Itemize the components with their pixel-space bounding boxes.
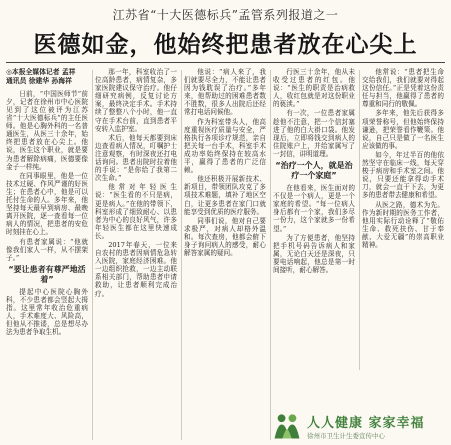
article-paragraph: 他常说：“患者把生命交给我们，我们就要对得起这份信任。”正是凭着这份责任与担当，他赢得了患者的尊重和同行的敬佩。: [362, 68, 444, 109]
article-paragraph: 有一次，一位患者家属趁他不注意，把一个信封塞进了他的白大褂口袋。他发现后，立即将钱交到病人的住院账户上，并给家属写了一封信，讲明道理。: [273, 109, 355, 158]
logo-slogan: 人人健康 家家幸福: [307, 416, 425, 431]
article-paragraph: 那一年，科室收治了一位高龄患者，病情复杂，多家医院建议保守治疗。他仔细研究病例，反复讨论方案，最终决定手术。手术持续了整整八个小时，他一直守在手术台前，直到患者平安转入监护室。: [95, 68, 177, 133]
logo-text: [307, 412, 425, 440]
byline-reporter: ◎本报全媒体记者 孟祥: [6, 68, 76, 76]
article-paragraph: 如今，年过半百的他依然坚守在临床一线，每天穿梭于病房和手术室之间。他说，只要还能拿得动手术刀，就会一直干下去，为更多的患者带去健康和希望。: [362, 150, 444, 200]
headline: 医德如金，他始终把患者放在心尖上: [33, 32, 418, 58]
article-paragraph: 从医之路，德术为先。作为新时期的医务工作者，他用实际行动诠释了“敬佑生命、救死扶伤、甘于奉献、大爱无疆”的崇高职业精神。: [362, 200, 444, 249]
byline: [6, 68, 88, 86]
article-paragraph: 在同事眼里，他是一位技术过硬、作风严谨的好医生；在患者心中，他是可以托付生命的人。多年来，他坚持每天最早到病房、最晚离开医院，逐一查看每一位病人的情况，把患者的安危时刻挂在心上。: [6, 171, 88, 237]
section-subheading: “治疗一个人，就是治疗一个家庭”: [275, 161, 353, 181]
logo-organization: 徐州市卫生计生委宣传中心: [307, 432, 385, 440]
byline-correspondents: 通讯员 徐建华 孙海祥: [6, 77, 72, 86]
article-paragraph: 同事们说，他对自己要求极严，对病人却格外温和。每次查房，他都会俯下身子询问病人的感受，耐心解答家属的疑问。: [184, 216, 266, 258]
article-paragraph: 在他看来，医生面对的不仅是一个病人，更是一个家庭的希望。“每一位病人身后都有一个家，我们多尽一份力，这个家就多一份希望。”: [273, 184, 355, 233]
article-paragraph: 有患者家属说：“他就像我们家人一样，从不摆架子。”: [6, 237, 88, 262]
column-2: [95, 68, 177, 440]
column-5: [362, 68, 444, 368]
column-divider: [359, 70, 360, 370]
article-paragraph: 行医三十余年，他从未收受过患者的红包。他说：“医生的职责是治病救人，收红包就是对这份职业的亵渎。”: [273, 68, 355, 109]
column-divider: [270, 70, 271, 440]
column-3: [184, 68, 266, 440]
article-paragraph: 提起中心医院心胸外科，不少患者都会竖起大拇指。这里常年收治危重病人，手术难度大、风险高，但他从不推诿，总是想尽办法为患者争取生机。: [6, 287, 88, 337]
headline-rule: [6, 62, 445, 63]
section-subheading: “要让患者有尊严地活着”: [8, 264, 86, 284]
article-paragraph: 他常对年轻医生说：“医生看的不只是病，更是病人。”在他的带领下，科室形成了细致耐心、以患者为中心的良好风气，许多年轻医生都在这里快速成长。: [95, 183, 177, 240]
article-paragraph: 术后，他每天都要到床边查看病人情况，叮嘱护士注意观察，有时深夜还打电话询问。患者出院时拉着他的手说：“是你给了我第二次生命。”: [95, 133, 177, 183]
column-4: [273, 68, 355, 440]
article-paragraph: 2017年春天，一位来自农村的患者因病情危急转入医院，家庭经济困难。他一边组织抢救，一边主动联系相关部门，帮助患者申请救助，让患者顺利完成治疗。: [95, 240, 177, 298]
article-paragraph: 他说：“病人来了，我们就要尽全力，不能让患者因为钱耽误了治疗。”多年来，他帮助过的困难患者数不胜数，很多人出院后还经常打电话问候他。: [184, 68, 266, 117]
column-divider: [92, 70, 93, 440]
article-paragraph: 日前，“中国医师节”前夕，记者在徐州市中心医院见到了这位被评为江苏省“十大医德标兵”的主任医师。他是心胸外科的一名普通医生，从医三十余年，始终把患者放在心尖上。他说，医生这个职业，就是要为患者解除病痛，医德要像金子一样纯。: [6, 89, 88, 171]
article-paragraph: 他还积极开展新技术、新项目，带领团队攻克了多项技术难题，填补了地区空白，让更多患者在家门口就能享受到优质的医疗服务。: [184, 175, 266, 216]
green-people-emblem-icon: [271, 412, 303, 440]
footer-logo: [271, 410, 447, 442]
article-paragraph: 为了方便患者，他坚持把手机号码告诉病人和家属，无论白天还是深夜，只要电话响起，他总是第一时间接听，耐心解答。: [273, 233, 355, 274]
column-divider: [181, 70, 182, 440]
kicker: 江苏省“十大医德标兵”孟管系列报道之一: [112, 8, 339, 22]
article-paragraph: 多年来，他先后获得多项荣誉称号，但他始终保持谦逊，把荣誉看作鞭策。他说，自己只是做了一名医生应该做的事。: [362, 109, 444, 150]
article-paragraph: 作为科室带头人，他高度重视医疗质量与安全，严格执行各项诊疗规范，亲自把关每一台手术，科室手术成功率始终保持在较高水平，赢得了患者的广泛信赖。: [184, 117, 266, 175]
column-1: [6, 68, 88, 440]
